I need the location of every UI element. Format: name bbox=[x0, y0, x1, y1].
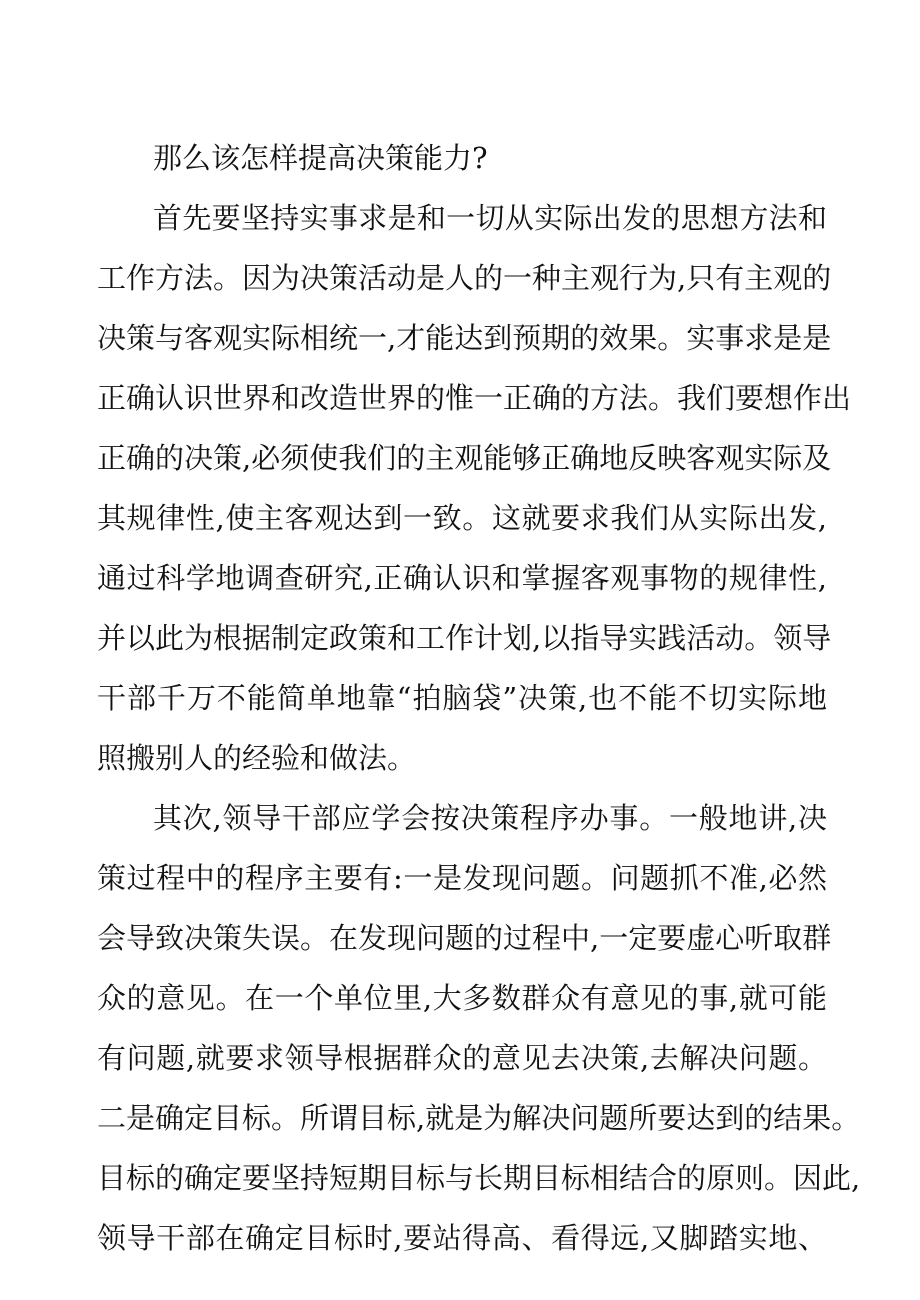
paragraph-1-line-8: 并以此为根据制定政策和工作计划,以指导实践活动。领导 bbox=[97, 621, 832, 655]
heading-question: 那么该怎样提高决策能力? bbox=[153, 141, 488, 175]
paragraph-2-line-5: 有问题,就要求领导根据群众的意见去决策,去解决问题。 bbox=[97, 1041, 827, 1075]
paragraph-2-line-1: 其次,领导干部应学会按决策程序办事。一般地讲,决 bbox=[153, 801, 827, 835]
paragraph-1-line-1: 首先要坚持实事求是和一切从实际出发的思想方法和 bbox=[153, 201, 827, 235]
paragraph-1-line-4: 正确认识世界和改造世界的惟一正确的方法。我们要想作出 bbox=[97, 381, 852, 415]
paragraph-2-line-4: 众的意见。在一个单位里,大多数群众有意见的事,就可能 bbox=[97, 981, 827, 1015]
paragraph-2-line-8: 领导干部在确定目标时,要站得高、看得远,又脚踏实地、 bbox=[97, 1221, 827, 1255]
paragraph-1-line-5: 正确的决策,必须使我们的主观能够正确地反映客观实际及 bbox=[97, 441, 832, 475]
paragraph-2-line-3: 会导致决策失误。在发现问题的过程中,一定要虚心听取群 bbox=[97, 921, 832, 955]
document-body bbox=[97, 128, 861, 1268]
paragraph-1-line-9: 干部千万不能简单地靠“拍脑袋”决策,也不能不切实际地 bbox=[97, 681, 827, 715]
paragraph-1-line-2: 工作方法。因为决策活动是人的一种主观行为,只有主观的 bbox=[97, 261, 832, 295]
paragraph-1-line-3: 决策与客观实际相统一,才能达到预期的效果。实事求是是 bbox=[97, 321, 832, 355]
paragraph-1-line-6: 其规律性,使主客观达到一致。这就要求我们从实际出发, bbox=[97, 501, 827, 535]
paragraph-2-line-2: 策过程中的程序主要有:一是发现问题。问题抓不准,必然 bbox=[97, 861, 827, 895]
paragraph-2-line-6: 二是确定目标。所谓目标,就是为解决问题所要达到的结果。 bbox=[97, 1101, 861, 1135]
paragraph-1-line-10: 照搬别人的经验和做法。 bbox=[97, 741, 417, 775]
paragraph-1-line-7: 通过科学地调查研究,正确认识和掌握客观事物的规律性, bbox=[97, 561, 827, 595]
paragraph-2-line-7: 目标的确定要坚持短期目标与长期目标相结合的原则。因此, bbox=[97, 1161, 861, 1195]
